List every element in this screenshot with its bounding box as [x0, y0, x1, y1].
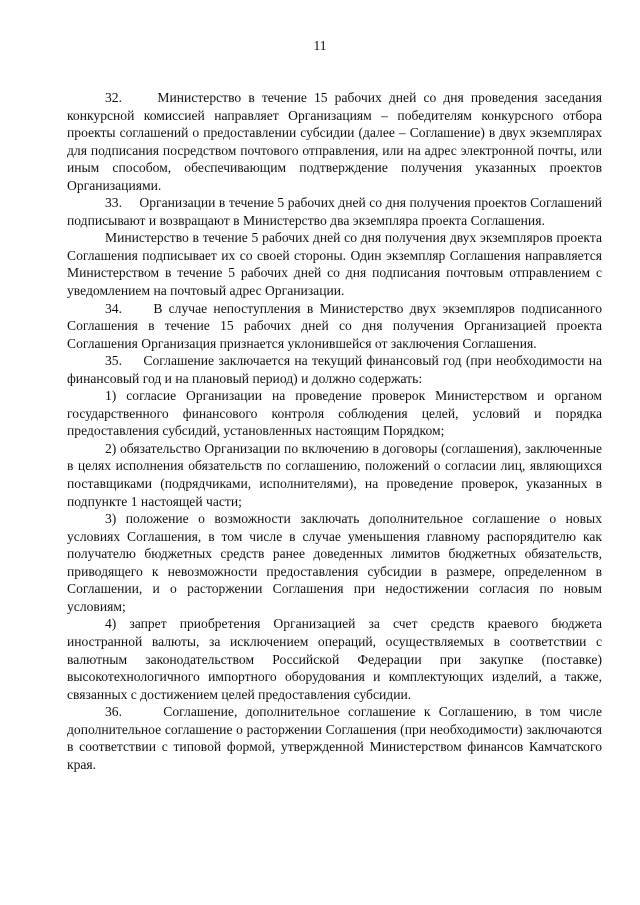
- paragraph-item-36: 36. Соглашение, дополнительное соглашение к Соглашению, в том числе дополнительное соглашение о расторжении Соглашения (при необходимости) заключаются в соответствии с типовой формой, утвержденной Министерством финансов Камчатского края.: [67, 704, 602, 772]
- paragraph-item-34: 34. В случае непоступления в Министерство двух экземпляров подписанного Соглашения в течение 15 рабочих дней со дня получения Организацией проекта Соглашения Организация признается уклонившейся от заключения Соглашения.: [67, 300, 602, 351]
- paragraph-subitem-4: 4) запрет приобретения Организацией за счет средств краевого бюджета иностранной валюты, за исключением операций, осуществляемых в соответствии с валютным законодательством Российской Федерации при закупке (поставке) высокотехнологичного импортного оборудования и комплектующих изделий, а также, связанных с достижением целей предоставления субсидии.: [67, 616, 602, 702]
- paragraph-item-35: 35. Соглашение заключается на текущий финансовый год (при необходимости на финансовый год и на плановый период) и должно содержать:: [67, 353, 602, 386]
- paragraph-ministry-signing: Министерство в течение 5 рабочих дней со дня получения двух экземпляров проекта Соглашения подписывает их со своей стороны. Один экземпляр Соглашения направляется Министерством в течение 5 рабочих дней со дня подписания почтовым отправлением с уведомлением на почтовый адрес Организации.: [67, 230, 602, 299]
- paragraph-item-33: 33. Организации в течение 5 рабочих дней со дня получения проектов Соглашений подписывают и возвращают в Министерство два экземпляра проекта Соглашения.: [67, 195, 602, 228]
- paragraph-subitem-1: 1) согласие Организации на проведение проверок Министерством и органом государственного финансового контроля соблюдения целей, условий и порядка предоставления субсидий, установленных настоящим Порядком;: [67, 388, 602, 439]
- paragraph-subitem-2: 2) обязательство Организации по включению в договоры (соглашения), заключенные в целях исполнения обязательств по соглашению, положений о согласии лиц, являющихся поставщиками (подрядчиками, исполнителями), на проведение проверок, указанных в подпункте 1 настоящей части;: [67, 440, 602, 509]
- paragraph-item-32: 32. Министерство в течение 15 рабочих дней со дня проведения заседания конкурсной комиссией направляет Организациям – победителям конкурсного отбора проекты соглашений о предоставлении субсидии (далее – Соглашение) в двух экземплярах для подписания посредством почтового отправления, или на адрес электронной почты, или иным способом, обеспечивающим подтверждение получения указанных проектов Организациями.: [67, 90, 602, 193]
- document-body: [67, 89, 602, 773]
- page-number: 11: [313, 38, 327, 53]
- paragraph-subitem-3: 3) положение о возможности заключать дополнительное соглашение о новых условиях Соглашения, в том числе в случае уменьшения главному распорядителю как получателю бюджетных средств ранее доведенных лимитов бюджетных обязательств, приводящего к невозможности предоставления субсидии в размере, определенном в Соглашении, и о расторжении Соглашения при недостижении согласия по новым условиям;: [67, 511, 602, 614]
